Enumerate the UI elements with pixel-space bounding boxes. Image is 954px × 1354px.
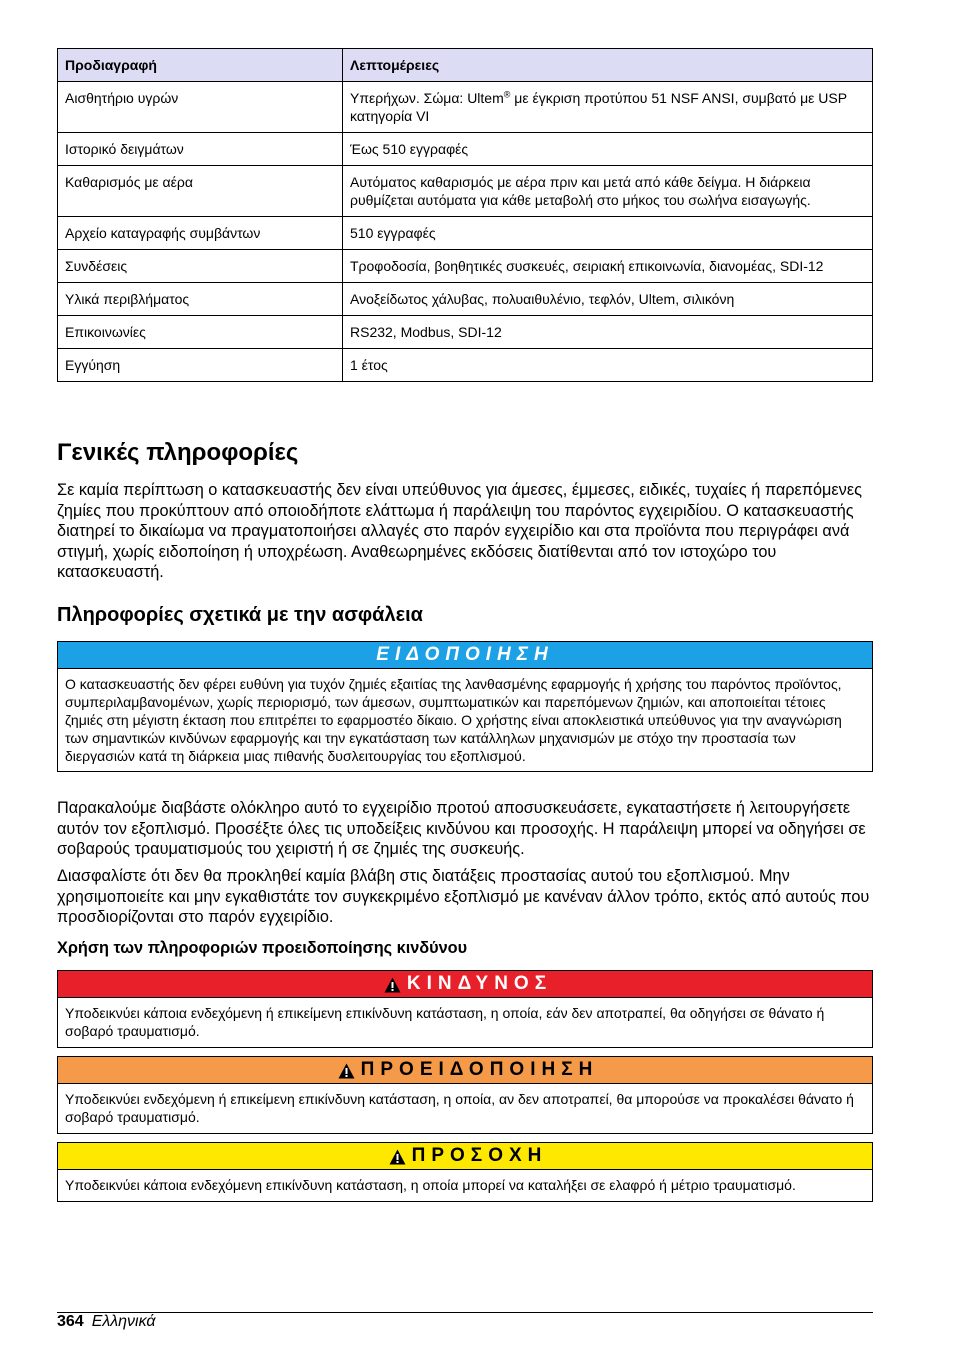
footer-divider — [57, 1312, 873, 1313]
spec-cell: Εγγύηση — [58, 349, 343, 382]
spec-cell: Καθαρισμός με αέρα — [58, 166, 343, 217]
notice-header — [58, 642, 872, 669]
detail-text: Υπερήχων. Σώμα: Ultem — [350, 90, 504, 106]
detail-cell: Ανοξείδωτος χάλυβας, πολυαιθυλένιο, τεφλόν, Ultem, σιλικόνη — [343, 283, 873, 316]
notice-text: Ο κατασκευαστής δεν φέρει ευθύνη για τυχόν ζημιές εξαιτίας της λανθασμένης εφαρμογής ή χρήσης του παρόντος προϊόντος, συμπεριλαμβανομένων, χωρίς περιορισμό, των άμεσων, συμπτωματικών και παρεπόμενων ζημιών, και αποποιείται τέτοιες ζημιές στη μέγιστη έκταση που επιτρέπει το εφαρμοστέο δίκαιο. Ο χρήστης είναι αποκλειστικά υπεύθυνος για την αναγνώριση των σημαντικών κινδύνων εφαρμογής και την εγκατάσταση των κατάλληλων μηχανισμών με στόχο την προστασία των διεργασιών κατά τη διάρκεια μιας πιθανής δυσλειτουργίας του εξοπλισμού. — [65, 676, 842, 764]
table-row — [58, 316, 873, 349]
general-info-paragraph: Σε καμία περίπτωση ο κατασκευαστής δεν είναι υπεύθυνος για άμεσες, έμμεσες, ειδικές, τυχαίες ή παρεπόμενες ζημίες που προκύπτουν από οποιοδήποτε ελάττωμα ή παράλειψη του παρόντος εγχειριδίου. Ο κατασκευαστής διατηρεί το δικαίωμα να πραγματοποιήσει αλλαγές στο παρόν εγχειρίδιο και στα προϊόντα που περιγράφει ανά στιγμή, χωρίς ειδοποίηση ή υποχρέωση. Αναθεωρημένες εκδόσεις διατίθενται από τον ιστοχώρο του κατασκευαστή. — [57, 481, 862, 581]
detail-cell: Έως 510 εγγραφές — [343, 133, 873, 166]
caution-header — [58, 1143, 872, 1170]
registered-mark: ® — [503, 89, 511, 100]
table-row — [58, 217, 873, 250]
spec-cell: Ιστορικό δειγμάτων — [58, 133, 343, 166]
safety-paragraph-read-manual: Παρακαλούμε διαβάστε ολόκληρο αυτό το εγχειρίδιο προτού αποσυσκευάσετε, εγκαταστήσετε ή λειτουργήσετε αυτόν τον εξοπλισμό. Προσέξτε όλες τις υποδείξεις κινδύνου και προσοχής. Η παράλειψη μπορεί να οδηγήσει σε σοβαρούς τραυματισμούς του χειριστή ή σε ζημιές της συσκευής. — [57, 799, 866, 858]
spec-cell: Συνδέσεις — [58, 250, 343, 283]
detail-cell: RS232, Modbus, SDI-12 — [343, 316, 873, 349]
footer-language: Ελληνικά — [91, 1313, 156, 1330]
detail-cell: Τροφοδοσία, βοηθητικές συσκευές, σειριακή επικοινωνία, διανομέας, SDI-12 — [343, 250, 873, 283]
danger-box — [57, 970, 873, 1048]
detail-cell — [343, 82, 873, 133]
danger-label: ΚΙΝΔΥΝΟΣ — [406, 973, 553, 994]
safety-info-heading: Πληροφορίες σχετικά με την ασφάλεια — [57, 604, 423, 626]
detail-cell: Αυτόματος καθαρισμός με αέρα πριν και μετά από κάθε δείγμα. Η διάρκεια ρυθμίζεται αυτόματα για κάθε μεταβολή στο μήκος του σωλήνα εισαγωγής. — [343, 166, 873, 217]
warning-triangle-icon — [389, 1149, 406, 1165]
spec-cell: Επικοινωνίες — [58, 316, 343, 349]
warning-header — [58, 1057, 872, 1084]
table-row — [58, 283, 873, 316]
table-row — [58, 82, 873, 133]
warning-triangle-icon — [384, 977, 401, 993]
spec-cell: Υλικά περιβλήματος — [58, 283, 343, 316]
notice-box — [57, 641, 873, 772]
detail-cell: 510 εγγραφές — [343, 217, 873, 250]
column-header-spec: Προδιαγραφή — [58, 49, 343, 82]
caution-label: ΠΡΟΣΟΧΗ — [411, 1145, 548, 1166]
danger-text: Υποδεικνύει κάποια ενδεχόμενη ή επικείμενη επικίνδυνη κατάσταση, η οποία, εάν δεν αποτραπεί, θα οδηγήσει σε θάνατο ή σοβαρό τραυματισμό. — [65, 1005, 825, 1039]
notice-label: ΕΙΔΟΠΟΙΗΣΗ — [376, 644, 554, 665]
detail-cell: 1 έτος — [343, 349, 873, 382]
detail-text: με έγκριση προτύπου 51 NSF ANSI, συμβατό με USP κατηγορία VI — [350, 90, 847, 124]
warning-box — [57, 1056, 873, 1134]
caution-box — [57, 1142, 873, 1202]
column-header-details: Λεπτομέρειες — [343, 49, 873, 82]
hazard-info-heading: Χρήση των πληροφοριών προειδοποίησης κινδύνου — [57, 939, 468, 957]
warning-triangle-icon — [338, 1063, 355, 1079]
spec-cell: Αισθητήριο υγρών — [58, 82, 343, 133]
table-row — [58, 133, 873, 166]
specifications-table — [57, 48, 873, 382]
table-header-row — [58, 49, 873, 82]
page-number: 364 — [57, 1313, 84, 1330]
danger-header — [58, 971, 872, 998]
warning-text: Υποδεικνύει ενδεχόμενη ή επικείμενη επικίνδυνη κατάσταση, η οποία, αν δεν αποτραπεί, θα μπορούσε να προκαλέσει θάνατο ή σοβαρό τραυματισμό. — [65, 1091, 854, 1125]
caution-text: Υποδεικνύει κάποια ενδεχόμενη επικίνδυνη κατάσταση, η οποία μπορεί να καταλήξει σε ελαφρό ή μέτριο τραυματισμό. — [65, 1177, 796, 1193]
safety-paragraph-protection: Διασφαλίστε ότι δεν θα προκληθεί καμία βλάβη στις διατάξεις προστασίας αυτού του εξοπλισμού. Μην χρησιμοποιείτε και μην εγκαθιστάτε τον συγκεκριμένο εξοπλισμό με κανέναν άλλον τρόπο, εκτός από αυτούς που προσδιορίζονται στο παρόν εγχειρίδιο. — [57, 867, 870, 926]
table-row — [58, 250, 873, 283]
table-row — [58, 166, 873, 217]
table-row — [58, 349, 873, 382]
warning-label: ΠΡΟΕΙΔΟΠΟΙΗΣΗ — [360, 1059, 599, 1080]
general-info-heading: Γενικές πληροφορίες — [57, 439, 299, 466]
page-footer — [57, 1312, 156, 1332]
spec-cell: Αρχείο καταγραφής συμβάντων — [58, 217, 343, 250]
